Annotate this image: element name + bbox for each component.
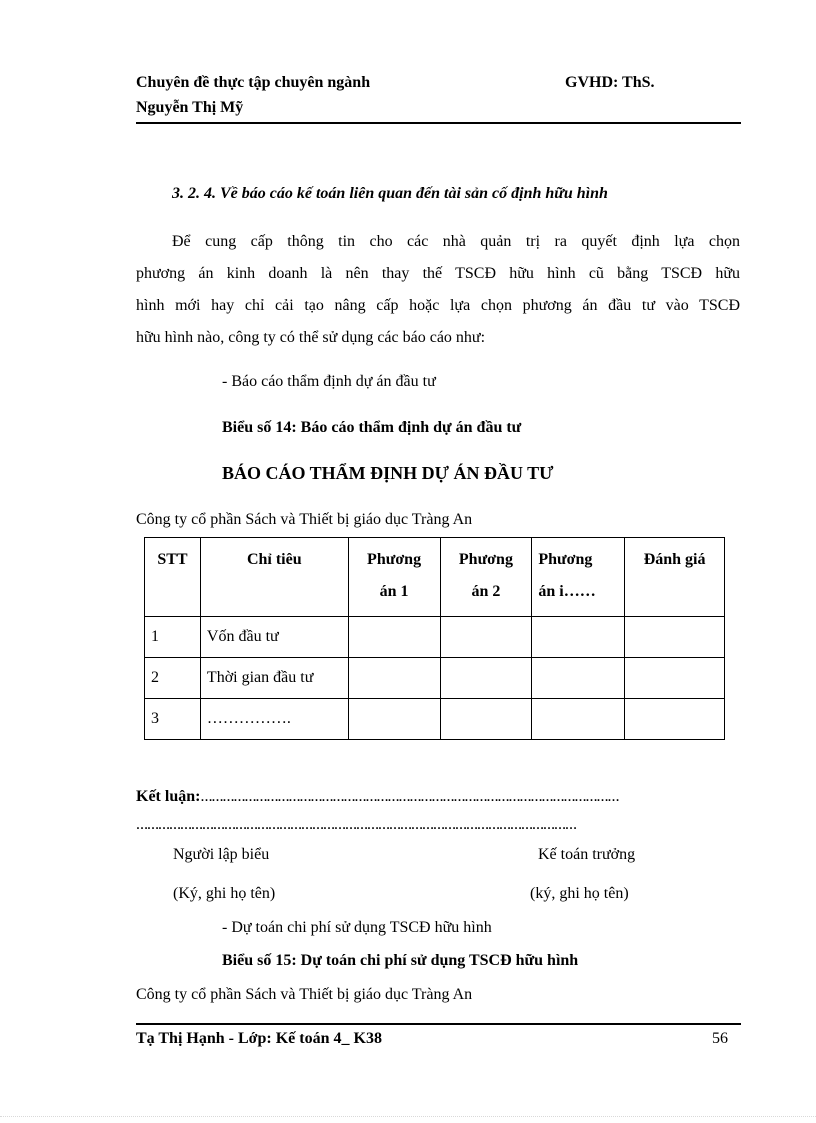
table-cell: 2 bbox=[145, 658, 201, 699]
bullet-appraisal-report: - Báo cáo thẩm định dự án đầu tư bbox=[222, 373, 436, 390]
table-cell bbox=[625, 617, 725, 658]
appraisal-table bbox=[144, 537, 725, 740]
table-cell bbox=[440, 658, 532, 699]
table-cell bbox=[348, 617, 440, 658]
col-header-indicator: Chỉ tiêu bbox=[200, 538, 348, 617]
footer-author: Tạ Thị Hạnh - Lớp: Kế toán 4_ K38 bbox=[136, 1030, 382, 1047]
table-cell: ……………. bbox=[200, 699, 348, 740]
col-header-evaluation: Đánh giá bbox=[625, 538, 725, 617]
table-cell: 3 bbox=[145, 699, 201, 740]
table-cell bbox=[532, 658, 625, 699]
header-supervisor-name: Nguyễn Thị Mỹ bbox=[136, 99, 244, 116]
table-cell: Thời gian đầu tư bbox=[200, 658, 348, 699]
form-14-caption: Biểu số 14: Báo cáo thẩm định dự án đầu tư bbox=[222, 419, 522, 436]
table-cell bbox=[348, 699, 440, 740]
bullet-cost-estimate: - Dự toán chi phí sử dụng TSCĐ hữu hình bbox=[222, 919, 492, 936]
table-header-row bbox=[145, 538, 725, 617]
paragraph-line: phương án kinh doanh là nên thay thế TSCĐ hữu hình cũ bằng TSCĐ hữu bbox=[136, 265, 740, 282]
table-cell bbox=[440, 617, 532, 658]
table-cell bbox=[348, 658, 440, 699]
header-rule bbox=[136, 122, 741, 124]
col-header-stt: STT bbox=[145, 538, 201, 617]
footer-rule bbox=[136, 1023, 741, 1025]
table-cell bbox=[625, 658, 725, 699]
conclusion-dots-line-2: ………………………………………………………………………………………………………… bbox=[136, 818, 576, 832]
table-row bbox=[145, 658, 725, 699]
company-name-2: Công ty cổ phần Sách và Thiết bị giáo dục Tràng An bbox=[136, 986, 473, 1003]
form-15-caption: Biểu số 15: Dự toán chi phí sử dụng TSCĐ hữu hình bbox=[222, 952, 579, 969]
col-header-option-1: Phương án 1 bbox=[348, 538, 440, 617]
conclusion-label: Kết luận: bbox=[136, 788, 201, 805]
intro-paragraph bbox=[136, 226, 740, 354]
company-name: Công ty cổ phần Sách và Thiết bị giáo dục Tràng An bbox=[136, 511, 473, 528]
signature-right-note: (ký, ghi họ tên) bbox=[530, 885, 629, 902]
header-course-title: Chuyên đề thực tập chuyên ngành bbox=[136, 74, 371, 91]
page-bottom-border bbox=[0, 1116, 816, 1117]
signature-left-note: (Ký, ghi họ tên) bbox=[173, 885, 276, 902]
col-header-option-i: Phương án i…… bbox=[532, 538, 625, 617]
table-row bbox=[145, 699, 725, 740]
header-supervisor: GVHD: ThS. bbox=[565, 74, 655, 91]
section-title: 3. 2. 4. Về báo cáo kế toán liên quan đến tài sản cố định hữu hình bbox=[172, 185, 608, 202]
signature-left-role: Người lập biểu bbox=[173, 846, 270, 863]
paragraph-line: Để cung cấp thông tin cho các nhà quản trị ra quyết định lựa chọn bbox=[172, 233, 740, 250]
conclusion-line bbox=[136, 788, 720, 806]
table-cell: 1 bbox=[145, 617, 201, 658]
paragraph-line: hình mới hay chỉ cải tạo nâng cấp hoặc lựa chọn phương án đầu tư vào TSCĐ bbox=[136, 297, 740, 314]
table-cell bbox=[440, 699, 532, 740]
page-number: 56 bbox=[712, 1030, 728, 1047]
table-cell: Vốn đầu tư bbox=[200, 617, 348, 658]
signature-right-role: Kế toán trưởng bbox=[538, 846, 636, 863]
conclusion-dots: …………………………………………………………………………………………………… bbox=[200, 790, 619, 804]
table-cell bbox=[532, 699, 625, 740]
table-cell bbox=[532, 617, 625, 658]
table-row bbox=[145, 617, 725, 658]
report-title: BÁO CÁO THẨM ĐỊNH DỰ ÁN ĐẦU TƯ bbox=[222, 463, 554, 483]
col-header-option-2: Phương án 2 bbox=[440, 538, 532, 617]
table-cell bbox=[625, 699, 725, 740]
paragraph-line: hữu hình nào, công ty có thể sử dụng các báo cáo như: bbox=[136, 329, 486, 346]
